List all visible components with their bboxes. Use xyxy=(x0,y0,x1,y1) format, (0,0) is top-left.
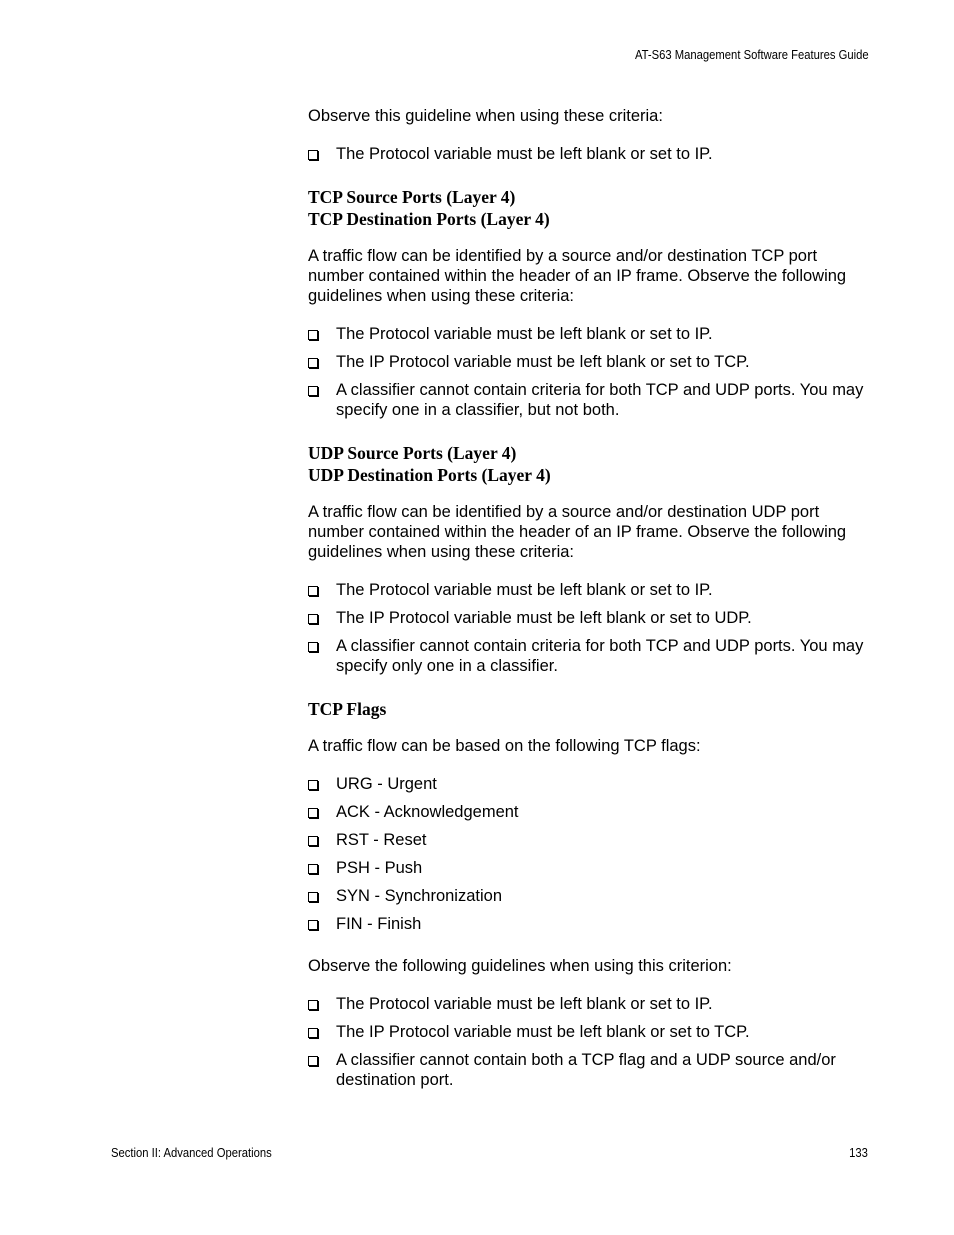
list-item: A classifier cannot contain both a TCP flag and a UDP source and/or destination port. xyxy=(308,1050,874,1090)
list-item: The Protocol variable must be left blank or set to IP. xyxy=(308,994,874,1014)
tcp-flags-heading: TCP Flags xyxy=(308,699,387,719)
intro-bullet-list xyxy=(308,144,874,164)
list-item: RST - Reset xyxy=(308,830,874,850)
tcp-flags-list xyxy=(308,774,874,934)
list-item: The Protocol variable must be left blank or set to IP. xyxy=(308,324,874,344)
checkbox-bullet-icon xyxy=(308,586,318,596)
tcp-flags-guideline-list xyxy=(308,994,874,1090)
checkbox-bullet-icon xyxy=(308,808,318,818)
udp-ports-bullet-list xyxy=(308,580,874,676)
list-item: The IP Protocol variable must be left blank or set to TCP. xyxy=(308,1022,874,1042)
checkbox-bullet-icon xyxy=(308,780,318,790)
checkbox-bullet-icon xyxy=(308,1000,318,1010)
tcp-ports-paragraph: A traffic flow can be identified by a source and/or destination TCP port number contained within the header of an IP frame. Observe the following guidelines when using these criteria: xyxy=(308,247,847,305)
running-header: AT-S63 Management Software Features Guide xyxy=(635,48,869,62)
tcp-flags-paragraph: A traffic flow can be based on the following TCP flags: xyxy=(308,737,701,755)
intro-paragraph: Observe this guideline when using these criteria: xyxy=(308,107,663,125)
list-item: FIN - Finish xyxy=(308,914,874,934)
udp-ports-paragraph: A traffic flow can be identified by a source and/or destination UDP port number contained within the header of an IP frame. Observe the following guidelines when using these criteria: xyxy=(308,503,847,561)
checkbox-bullet-icon xyxy=(308,1056,318,1066)
list-item: The IP Protocol variable must be left blank or set to TCP. xyxy=(308,352,874,372)
tcp-ports-bullet-list xyxy=(308,324,874,420)
checkbox-bullet-icon xyxy=(308,864,318,874)
checkbox-bullet-icon xyxy=(308,150,318,160)
tcp-ports-heading: TCP Source Ports (Layer 4) TCP Destination Ports (Layer 4) xyxy=(308,187,550,229)
list-item: A classifier cannot contain criteria for both TCP and UDP ports. You may specify only one in a classifier. xyxy=(308,636,874,676)
checkbox-bullet-icon xyxy=(308,642,318,652)
list-item: The Protocol variable must be left blank or set to IP. xyxy=(308,580,874,600)
list-item: PSH - Push xyxy=(308,858,874,878)
checkbox-bullet-icon xyxy=(308,330,318,340)
list-item: SYN - Synchronization xyxy=(308,886,874,906)
checkbox-bullet-icon xyxy=(308,892,318,902)
list-item: A classifier cannot contain criteria for both TCP and UDP ports. You may specify one in a classifier, but not both. xyxy=(308,380,874,420)
page-content xyxy=(308,106,874,1112)
list-item: The IP Protocol variable must be left blank or set to UDP. xyxy=(308,608,874,628)
list-item: The Protocol variable must be left blank or set to IP. xyxy=(308,144,874,164)
checkbox-bullet-icon xyxy=(308,386,318,396)
checkbox-bullet-icon xyxy=(308,358,318,368)
checkbox-bullet-icon xyxy=(308,614,318,624)
checkbox-bullet-icon xyxy=(308,1028,318,1038)
checkbox-bullet-icon xyxy=(308,836,318,846)
list-item: URG - Urgent xyxy=(308,774,874,794)
list-item: ACK - Acknowledgement xyxy=(308,802,874,822)
footer-section-label: Section II: Advanced Operations xyxy=(111,1146,272,1160)
tcp-flags-guideline-paragraph: Observe the following guidelines when using this criterion: xyxy=(308,957,732,975)
page-number: 133 xyxy=(849,1146,868,1160)
checkbox-bullet-icon xyxy=(308,920,318,930)
udp-ports-heading: UDP Source Ports (Layer 4) UDP Destination Ports (Layer 4) xyxy=(308,443,551,485)
